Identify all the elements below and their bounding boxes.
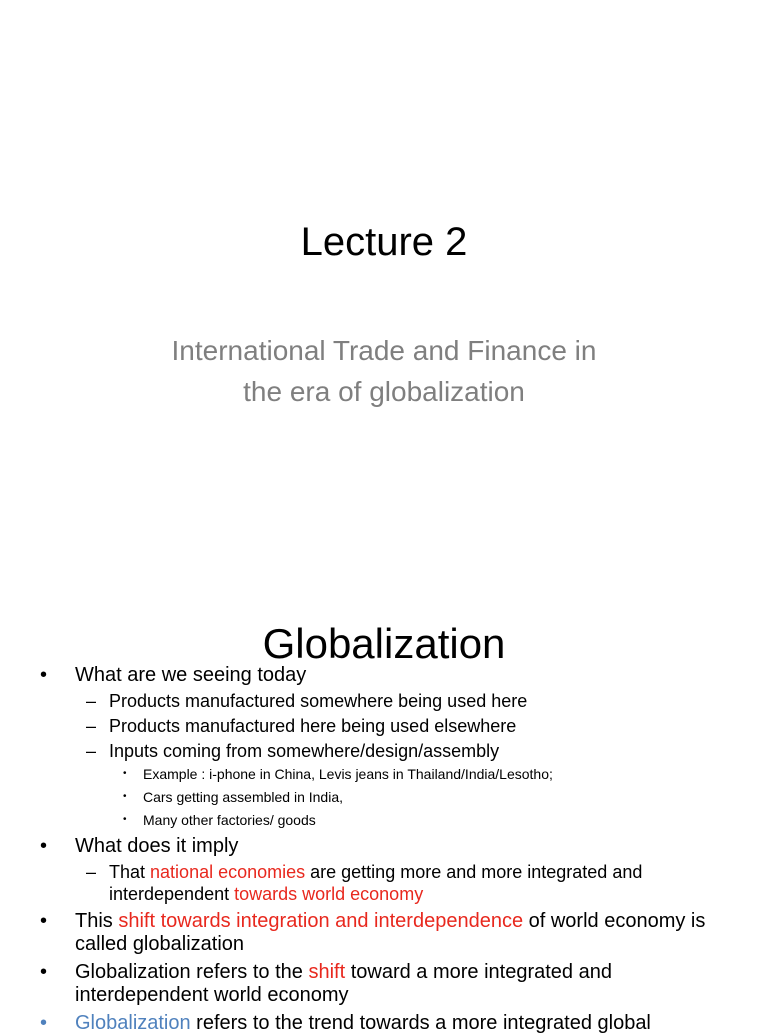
slide-title: Globalization	[262, 620, 506, 667]
bullet-dot: •	[40, 664, 48, 686]
bullet-dot: •	[40, 835, 48, 857]
bullet-item: • Globalization refers to the trend towards a more integrated global	[40, 1012, 651, 1034]
sub-sub-bullet-item: • Example : i-phone in China, Levis jeans in Thailand/India/Lesotho;	[0, 763, 768, 785]
sub-sub-bullet-item: • Cars getting assembled in India,	[0, 786, 768, 808]
dash-bullet: –	[86, 862, 97, 882]
subtitle-line-2: the era of globalization	[243, 376, 525, 407]
sub-bullet-item: – That national economies are getting more and more integrated and interdependent towards world economy	[86, 862, 643, 904]
sub-bullet-item: – Products manufactured somewhere being used here	[86, 691, 528, 711]
dash-bullet: –	[86, 716, 97, 736]
bullet-dot: •	[123, 814, 127, 825]
subtitle-line-1: International Trade and Finance in	[171, 335, 597, 366]
bullet-item: • What does it imply	[40, 835, 239, 857]
sub-bullet-item: – Products manufactured here being used elsewhere	[86, 716, 517, 736]
bullet-item: • What are we seeing today	[40, 664, 307, 686]
slide-subtitle	[100, 330, 668, 412]
sub-sub-bullet-item: • Many other factories/ goods	[0, 809, 768, 831]
sub-bullet-item: – Inputs coming from somewhere/design/assembly	[86, 741, 500, 761]
bullet-dot: •	[40, 961, 48, 983]
slide-title: Lecture 2	[300, 220, 468, 264]
dash-bullet: –	[86, 741, 97, 761]
bullet-dot: •	[123, 791, 127, 802]
dash-bullet: –	[86, 691, 97, 711]
bullet-dot: •	[40, 910, 48, 932]
bullet-list	[0, 664, 768, 1035]
bullet-dot: •	[123, 768, 127, 779]
content-slide	[0, 576, 768, 1034]
bullet-item: • Globalization refers to the shift toward a more integrated and interdependent world economy	[40, 961, 612, 1006]
bullet-item: • This shift towards integration and interdependence of world economy is called globalization	[40, 910, 706, 955]
bullet-dot: •	[40, 1012, 48, 1034]
